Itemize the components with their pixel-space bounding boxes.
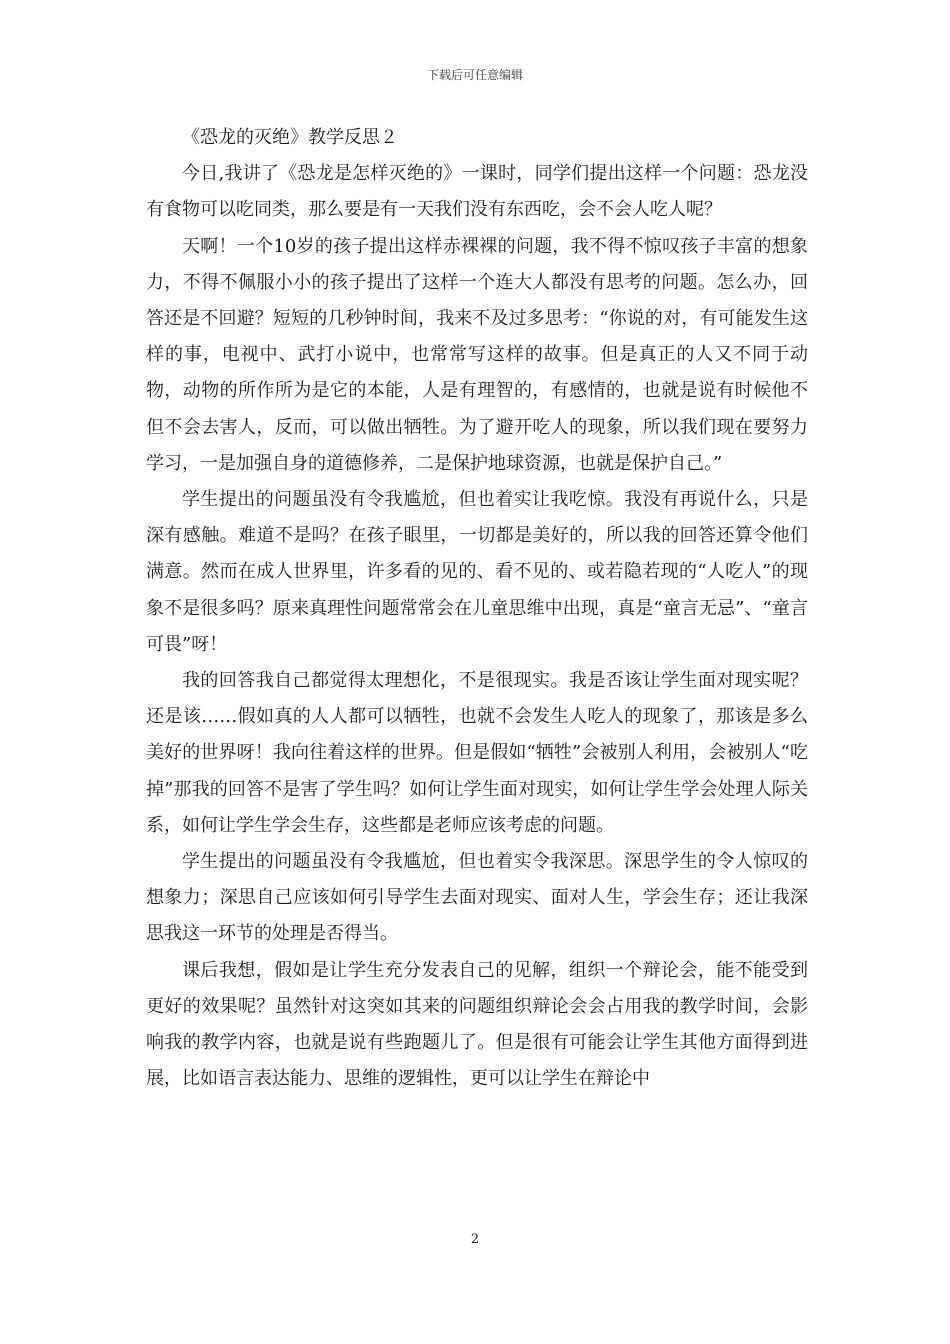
paragraph: 学生提出的问题虽没有令我尴尬，但也着实令我深思。深思学生的令人惊叹的想象力；深思自己应该如何引导学生去面对现实、面对人生，学会生存；还让我深思我这一环节的处理是否得当。: [146, 851, 808, 945]
header-note: 下载后可任意编辑: [426, 68, 523, 82]
paragraph: 课后我想，假如是让学生充分发表自己的见解，组织一个辩论会，能不能受到更好的效果呢？虽然针对这突如其来的问题组织辩论会会占用我的教学时间，会影响我的教学内容，也就是说有些跑题儿了。但是很有可能会让学生其他方面得到进展，比如语言表达能力、思维的逻辑性，更可以让学生在辩论中: [146, 959, 808, 1090]
paragraph: 今日,我讲了《恐龙是怎样灭绝的》一课时，同学们提出这样一个问题：恐龙没有食物可以吃同类，那么要是有一天我们没有东西吃，会不会人吃人呢？: [146, 163, 808, 221]
paragraph: 我的回答我自己都觉得太理想化，不是很现实。我是否该让学生面对现实呢？还是该……假如真的人人都可以牺牲，也就不会发生人吃人的现象了，那该是多么美好的世界呀！我向往着这样的世界。但是假如“牺牲”会被别人利用，会被别人“吃掉”那我的回答不是害了学生吗？如何让学生面对现实，如何让学生学会处理人际关系，如何让学生学会生存，这些都是老师应该考虑的问题。: [146, 670, 808, 836]
document-title: 《恐龙的灭绝》教学反思２: [182, 127, 398, 148]
paragraph: 学生提出的问题虽没有令我尴尬，但也着实让我吃惊。我没有再说什么，只是深有感触。难道不是吗？在孩子眼里，一切都是美好的，所以我的回答还算令他们满意。然而在成人世界里，许多看的见的、看不见的、或若隐若现的“人吃人”的现象不是很多吗？原来真理性问题常常会在儿童思维中出现，真是“童言无忌”、“童言可畏”呀！: [146, 489, 808, 655]
page-number: 2: [470, 1232, 480, 1247]
document-body: [146, 120, 808, 1097]
paragraph: 天啊！一个10岁的孩子提出这样赤裸裸的问题，我不得不惊叹孩子丰富的想象力，不得不佩服小小的孩子提出了这样一个连大人都没有思考的问题。怎么办，回答还是不回避？短短的几秒钟时间，我来不及过多思考：“你说的对，有可能发生这样的事，电视中、武打小说中，也常常写这样的故事。但是真正的人又不同于动物，动物的所作所为是它的本能，人是有理智的，有感情的，也就是说有时候他不但不会去害人，反而，可以做出牺牲。为了避开吃人的现象，所以我们现在要努力学习，一是加强自身的道德修养，二是保护地球资源，也就是保护自己。”: [146, 235, 808, 474]
